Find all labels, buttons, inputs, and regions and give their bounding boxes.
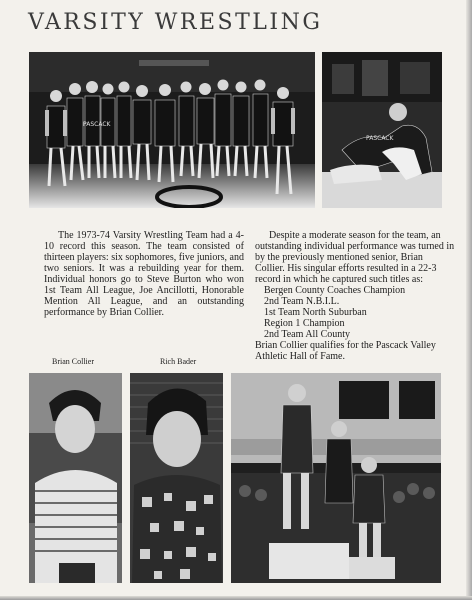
match-singlet-text: PASCACK [366, 135, 394, 142]
page-edge-bottom [0, 596, 472, 600]
page-title: VARSITY WRESTLING [28, 10, 323, 35]
caption-rich-bader: Rich Bader [160, 357, 197, 366]
podium-photo-image [231, 373, 441, 583]
title-item: Region 1 Champion [264, 318, 345, 329]
collier-photo-image [29, 373, 122, 583]
title-item: 1st Team North Suburban [264, 307, 367, 318]
bader-photo-image [130, 373, 223, 583]
right-text-column [255, 230, 455, 362]
team-photo-image [29, 52, 315, 208]
podium-photo [231, 373, 441, 583]
title-item: 2nd Team All County [264, 329, 351, 340]
page-edge-right [466, 0, 472, 600]
left-paragraph: The 1973-74 Varsity Wrestling Team had a 4-10 record this season. The team consisted of thirteen players: six sophomores, five juniors, and two seniors. It was a rebuilding year for them. Individual honors go to Steve Burton who won 1st Team All League, Joe Ancillotti, Honorable Mention All League, and an outstanding performance by Brian Collier. [44, 230, 244, 318]
title-item: 2nd Team N.B.I.L. [264, 296, 340, 307]
caption-brian-collier: Brian Collier [52, 357, 94, 366]
team-banner-text: PASCACK [83, 121, 111, 128]
match-photo [322, 52, 442, 208]
right-closing: Brian Collier qualifies for the Pascack Valley Athletic Hall of Fame. [255, 340, 436, 362]
team-photo [29, 52, 315, 208]
left-text-column [44, 230, 244, 318]
portrait-brian-collier [29, 373, 122, 583]
match-photo-image [322, 52, 442, 208]
title-item: Bergen County Coaches Champion [264, 285, 406, 296]
portrait-rich-bader [130, 373, 223, 583]
right-intro: Despite a moderate season for the team, an outstanding individual performance was turned in by the previously mentioned senior, Brian Collier. His singular efforts resulted in a 22-3 record in which he captured such titles as: [255, 230, 455, 285]
